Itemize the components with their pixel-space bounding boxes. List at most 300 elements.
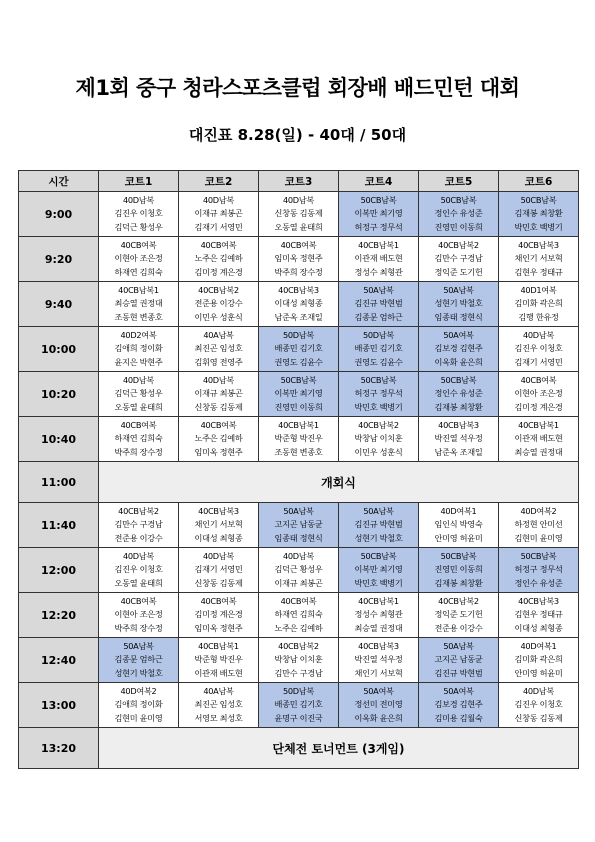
match-team: 김재기 서영민 xyxy=(194,564,243,575)
match-team: 김만수 구경남 xyxy=(434,253,483,264)
match-team: 김미정 계은경 xyxy=(514,401,563,412)
match-cell xyxy=(339,417,419,462)
match-cell xyxy=(99,548,179,593)
match-cell xyxy=(339,548,419,593)
match-category: 40CB여복 xyxy=(280,595,317,606)
match-cell xyxy=(339,503,419,548)
match-cell xyxy=(339,683,419,728)
match-cell xyxy=(339,282,419,327)
time-cell: 12:20 xyxy=(19,593,99,638)
match-team: 김진우 이청호 xyxy=(514,699,563,710)
match-category: 40D남복 xyxy=(522,329,555,340)
match-category: 40D남복 xyxy=(282,194,315,205)
match-team: 이옥화 윤은희 xyxy=(354,712,403,723)
match-cell xyxy=(419,327,499,372)
time-cell: 10:40 xyxy=(19,417,99,462)
match-cell xyxy=(179,638,259,683)
match-category: 40CB남복3 xyxy=(198,505,239,516)
match-cell xyxy=(419,417,499,462)
match-team: 이복만 최기영 xyxy=(274,388,323,399)
match-category: 40D남복 xyxy=(122,374,155,385)
match-team: 채인기 서보혁 xyxy=(514,253,563,264)
schedule-row xyxy=(19,237,579,282)
match-category: 40D남복 xyxy=(522,685,555,696)
header-time: 시간 xyxy=(19,171,99,192)
schedule-row xyxy=(19,683,579,728)
match-category: 50A남복 xyxy=(283,505,314,516)
match-category: 40A남복 xyxy=(203,329,234,340)
match-cell xyxy=(419,282,499,327)
match-team: 안미영 허윤미 xyxy=(514,667,563,678)
match-category: 40CB여복 xyxy=(520,374,557,385)
match-team: 김현미 윤미영 xyxy=(114,712,163,723)
match-team: 오동열 윤태희 xyxy=(114,401,163,412)
match-team: 임종태 정현식 xyxy=(274,532,323,543)
match-category: 50A남복 xyxy=(363,284,394,295)
match-cell xyxy=(99,593,179,638)
match-team: 김보경 김현주 xyxy=(434,699,483,710)
match-team: 고지곤 남동균 xyxy=(434,654,483,665)
match-team: 최진곤 임성호 xyxy=(194,699,243,710)
match-cell xyxy=(259,417,339,462)
match-category: 50A남복 xyxy=(443,284,474,295)
match-category: 40CB남복1 xyxy=(358,239,399,250)
match-team: 박진열 석우정 xyxy=(434,433,483,444)
match-team: 박창남 이치훈 xyxy=(274,654,323,665)
header-court-3: 코트3 xyxy=(259,171,339,192)
match-team: 서영모 최성호 xyxy=(194,712,243,723)
match-team: 최진곤 임성호 xyxy=(194,343,243,354)
match-category: 50A남복 xyxy=(443,640,474,651)
match-cell xyxy=(259,548,339,593)
match-team: 박주희 장수정 xyxy=(274,266,323,277)
match-category: 40D1여복 xyxy=(520,284,557,295)
match-category: 40CB여복 xyxy=(120,239,157,250)
match-team: 정인수 유성준 xyxy=(434,388,483,399)
match-cell xyxy=(259,683,339,728)
match-category: 40CB여복 xyxy=(120,419,157,430)
match-cell xyxy=(339,327,419,372)
match-category: 40CB남복1 xyxy=(518,419,559,430)
match-team: 전준용 이강수 xyxy=(114,532,163,543)
match-team: 김진규 박현범 xyxy=(354,298,403,309)
match-team: 신창동 김동제 xyxy=(194,401,243,412)
match-team: 이관재 배도현 xyxy=(354,253,403,264)
match-category: 50D남복 xyxy=(282,685,315,696)
match-team: 김미화 곽은희 xyxy=(514,298,563,309)
match-category: 40CB남복2 xyxy=(438,239,479,250)
match-cell xyxy=(99,372,179,417)
match-category: 40D여복2 xyxy=(120,685,157,696)
time-cell: 12:00 xyxy=(19,548,99,593)
match-category: 40CB남복1 xyxy=(278,419,319,430)
match-team: 허정구 정무석 xyxy=(354,221,403,232)
match-category: 40CB남복3 xyxy=(518,239,559,250)
match-cell xyxy=(419,638,499,683)
match-team: 박민호 백병기 xyxy=(354,401,403,412)
match-category: 40CB여복 xyxy=(120,595,157,606)
match-category: 50CB남복 xyxy=(280,374,317,385)
time-cell: 13:20 xyxy=(19,728,99,769)
match-team: 허정구 정무석 xyxy=(514,564,563,575)
match-team: 전준용 이강수 xyxy=(194,298,243,309)
match-team: 하재연 김희숙 xyxy=(274,609,323,620)
match-team: 김재봉 최창환 xyxy=(434,401,483,412)
match-team: 채인기 서보혁 xyxy=(194,519,243,530)
match-category: 40CB여복 xyxy=(200,595,237,606)
match-team: 최승열 권정대 xyxy=(354,622,403,633)
match-team: 성현기 박철호 xyxy=(434,298,483,309)
match-cell xyxy=(499,503,579,548)
match-team: 김애희 정이화 xyxy=(114,699,163,710)
match-team: 김행 한유정 xyxy=(518,311,559,322)
match-team: 조동현 변종호 xyxy=(114,311,163,322)
match-team: 성현기 박철호 xyxy=(354,532,403,543)
match-cell xyxy=(499,683,579,728)
match-team: 이대성 최형종 xyxy=(514,622,563,633)
match-team: 오동열 윤태희 xyxy=(114,577,163,588)
match-team: 윤명구 이진국 xyxy=(274,712,323,723)
match-team: 김재봉 최창환 xyxy=(514,208,563,219)
match-team: 임미옥 정현주 xyxy=(194,622,243,633)
match-team: 박민호 백병기 xyxy=(354,577,403,588)
header-court-5: 코트5 xyxy=(419,171,499,192)
match-cell xyxy=(339,237,419,282)
match-category: 40CB여복 xyxy=(200,239,237,250)
match-cell xyxy=(499,638,579,683)
match-cell xyxy=(179,548,259,593)
match-team: 채인기 서보혁 xyxy=(354,667,403,678)
match-team: 진영민 이동희 xyxy=(434,564,483,575)
match-team: 윤지은 박현주 xyxy=(114,356,163,367)
match-team: 김현우 정태규 xyxy=(514,266,563,277)
time-cell: 9:40 xyxy=(19,282,99,327)
match-team: 안미영 허윤미 xyxy=(434,532,483,543)
match-cell xyxy=(179,237,259,282)
match-team: 박주희 장수정 xyxy=(114,622,163,633)
match-category: 50CB남복 xyxy=(440,550,477,561)
schedule-row xyxy=(19,503,579,548)
match-team: 이옥화 윤은희 xyxy=(434,356,483,367)
match-team: 정성수 최형관 xyxy=(354,609,403,620)
match-team: 오동열 윤태희 xyxy=(274,221,323,232)
match-cell xyxy=(99,327,179,372)
match-cell xyxy=(99,503,179,548)
event-cell: 단체전 토너먼트 (3게임) xyxy=(99,728,579,769)
match-team: 김보경 김현주 xyxy=(434,343,483,354)
match-cell xyxy=(179,192,259,237)
match-team: 김현우 정태규 xyxy=(514,609,563,620)
match-team: 김덕근 황성우 xyxy=(114,221,163,232)
match-category: 40CB남복3 xyxy=(278,284,319,295)
event-cell: 개회식 xyxy=(99,462,579,503)
match-cell xyxy=(419,192,499,237)
match-team: 배종민 김기호 xyxy=(354,343,403,354)
page-title: 제1회 중구 청라스포츠클럽 회장배 배드민턴 대회 xyxy=(75,76,520,100)
match-cell xyxy=(99,417,179,462)
match-cell xyxy=(339,192,419,237)
match-cell xyxy=(179,593,259,638)
time-cell: 9:20 xyxy=(19,237,99,282)
match-team: 정인수 유성준 xyxy=(514,577,563,588)
match-team: 진영민 이동희 xyxy=(434,221,483,232)
match-cell xyxy=(419,593,499,638)
match-cell xyxy=(339,372,419,417)
match-cell xyxy=(499,282,579,327)
match-category: 40D남복 xyxy=(202,550,235,561)
match-team: 노주은 김예하 xyxy=(194,433,243,444)
match-category: 50D남복 xyxy=(282,329,315,340)
match-cell xyxy=(179,503,259,548)
match-team: 하정현 안미선 xyxy=(514,519,563,530)
match-team: 김진규 박현범 xyxy=(434,667,483,678)
match-team: 임미옥 정현주 xyxy=(194,446,243,457)
match-team: 이현아 조은정 xyxy=(114,609,163,620)
match-cell xyxy=(259,638,339,683)
match-team: 최승열 권정대 xyxy=(114,298,163,309)
match-team: 정선미 전미영 xyxy=(354,699,403,710)
match-team: 이민우 성훈식 xyxy=(194,311,243,322)
match-category: 40CB남복3 xyxy=(518,595,559,606)
match-team: 김재봉 최창환 xyxy=(434,577,483,588)
match-category: 40CB남복1 xyxy=(358,595,399,606)
time-cell: 11:00 xyxy=(19,462,99,503)
match-cell xyxy=(419,683,499,728)
match-cell xyxy=(339,638,419,683)
match-team: 박민호 백병기 xyxy=(514,221,563,232)
header-court-1: 코트1 xyxy=(99,171,179,192)
match-team: 김만수 구경남 xyxy=(274,667,323,678)
match-team: 이현아 조은정 xyxy=(114,253,163,264)
match-team: 이재규 최봉곤 xyxy=(194,388,243,399)
match-team: 박창남 이치훈 xyxy=(354,433,403,444)
match-cell xyxy=(179,282,259,327)
match-category: 40CB남복2 xyxy=(278,640,319,651)
match-cell xyxy=(499,593,579,638)
match-category: 50D남복 xyxy=(362,329,395,340)
match-team: 김현미 윤미영 xyxy=(514,532,563,543)
match-team: 박준형 박진우 xyxy=(274,433,323,444)
match-team: 고지곤 남동균 xyxy=(274,519,323,530)
match-cell xyxy=(259,593,339,638)
match-cell xyxy=(499,372,579,417)
match-team: 김종문 엄하근 xyxy=(354,311,403,322)
match-team: 이재규 최봉곤 xyxy=(274,577,323,588)
match-cell xyxy=(259,503,339,548)
match-cell xyxy=(499,327,579,372)
match-cell xyxy=(499,192,579,237)
match-category: 40CB여복 xyxy=(280,239,317,250)
match-category: 50CB남복 xyxy=(360,194,397,205)
schedule-row xyxy=(19,548,579,593)
match-team: 하재연 김희숙 xyxy=(114,266,163,277)
match-cell xyxy=(99,638,179,683)
match-team: 정익준 도기헌 xyxy=(434,266,483,277)
match-team: 이민우 성훈식 xyxy=(354,446,403,457)
match-team: 김진우 이청호 xyxy=(114,208,163,219)
match-team: 임종태 정현식 xyxy=(434,311,483,322)
schedule-row xyxy=(19,728,579,769)
header-row xyxy=(19,171,579,192)
match-team: 노주은 김예하 xyxy=(194,253,243,264)
match-category: 40CB남복2 xyxy=(438,595,479,606)
match-category: 40D남복 xyxy=(202,374,235,385)
match-cell xyxy=(179,683,259,728)
match-category: 40D2여복 xyxy=(120,329,157,340)
match-team: 하재연 김희숙 xyxy=(114,433,163,444)
match-category: 40CB남복2 xyxy=(198,284,239,295)
match-team: 신창동 김동제 xyxy=(274,208,323,219)
match-cell xyxy=(179,417,259,462)
match-team: 전준용 이강수 xyxy=(434,622,483,633)
header-court-2: 코트2 xyxy=(179,171,259,192)
match-team: 김종문 엄하근 xyxy=(114,654,163,665)
match-category: 50A여복 xyxy=(443,329,474,340)
match-team: 김재기 서영민 xyxy=(194,221,243,232)
match-team: 노주은 김예하 xyxy=(274,622,323,633)
match-team: 박진열 석우정 xyxy=(354,654,403,665)
match-category: 50A여복 xyxy=(443,685,474,696)
match-category: 40D남복 xyxy=(122,550,155,561)
match-category: 40CB여복 xyxy=(200,419,237,430)
match-cell xyxy=(99,683,179,728)
match-cell xyxy=(259,282,339,327)
match-category: 40CB남복3 xyxy=(358,640,399,651)
schedule-row xyxy=(19,372,579,417)
match-category: 50CB남복 xyxy=(440,194,477,205)
time-cell: 13:00 xyxy=(19,683,99,728)
match-category: 40CB남복3 xyxy=(438,419,479,430)
match-category: 40CB남복1 xyxy=(118,284,159,295)
match-category: 50A남복 xyxy=(123,640,154,651)
match-cell xyxy=(499,548,579,593)
match-team: 배종민 김기호 xyxy=(274,699,323,710)
match-team: 김휘영 전영주 xyxy=(194,356,243,367)
match-team: 최승열 권정대 xyxy=(514,446,563,457)
schedule-row xyxy=(19,192,579,237)
match-category: 40D남복 xyxy=(202,194,235,205)
match-cell xyxy=(99,237,179,282)
match-team: 성현기 박철호 xyxy=(114,667,163,678)
match-cell xyxy=(259,192,339,237)
match-team: 정인수 유성준 xyxy=(434,208,483,219)
match-category: 40D여복1 xyxy=(520,640,557,651)
schedule-table xyxy=(18,170,579,769)
header-court-4: 코트4 xyxy=(339,171,419,192)
time-cell: 10:20 xyxy=(19,372,99,417)
match-cell xyxy=(419,237,499,282)
time-cell: 11:40 xyxy=(19,503,99,548)
match-category: 50CB남복 xyxy=(360,550,397,561)
match-category: 50A여복 xyxy=(363,685,394,696)
match-team: 허정구 정무석 xyxy=(354,388,403,399)
match-category: 40CB남복2 xyxy=(358,419,399,430)
match-cell xyxy=(259,372,339,417)
match-team: 김진우 이청호 xyxy=(514,343,563,354)
time-cell: 12:40 xyxy=(19,638,99,683)
schedule-row xyxy=(19,593,579,638)
match-cell xyxy=(259,327,339,372)
match-category: 40CB남복2 xyxy=(118,505,159,516)
match-team: 김재기 서영민 xyxy=(514,356,563,367)
match-team: 김애희 정이화 xyxy=(114,343,163,354)
match-team: 임인식 박영숙 xyxy=(434,519,483,530)
match-team: 남준옥 조재일 xyxy=(274,311,323,322)
match-team: 권영도 김윤수 xyxy=(354,356,403,367)
schedule-row xyxy=(19,417,579,462)
match-category: 50CB남복 xyxy=(360,374,397,385)
schedule-row xyxy=(19,282,579,327)
match-team: 조동현 변종호 xyxy=(274,446,323,457)
match-team: 이현아 조은정 xyxy=(514,388,563,399)
match-team: 박주희 장수정 xyxy=(114,446,163,457)
match-cell xyxy=(419,503,499,548)
match-team: 이대성 최형종 xyxy=(274,298,323,309)
match-category: 40D여복2 xyxy=(520,505,557,516)
match-category: 50CB남복 xyxy=(440,374,477,385)
schedule-row xyxy=(19,462,579,503)
page-subtitle: 대진표 8.28(일) - 40대 / 50대 xyxy=(188,126,407,144)
match-category: 50A남복 xyxy=(363,505,394,516)
match-team: 이관재 배도현 xyxy=(514,433,563,444)
schedule-row xyxy=(19,638,579,683)
match-team: 김미정 계은경 xyxy=(194,609,243,620)
time-cell: 10:00 xyxy=(19,327,99,372)
match-team: 김진규 박현범 xyxy=(354,519,403,530)
match-cell xyxy=(499,417,579,462)
match-category: 40CB남복1 xyxy=(198,640,239,651)
match-team: 김미용 김월숙 xyxy=(434,712,483,723)
match-team: 권영도 김윤수 xyxy=(274,356,323,367)
match-team: 이대성 최형종 xyxy=(194,532,243,543)
match-category: 40D남복 xyxy=(122,194,155,205)
match-cell xyxy=(499,237,579,282)
match-team: 이관재 배도현 xyxy=(194,667,243,678)
match-cell xyxy=(419,372,499,417)
match-cell xyxy=(419,548,499,593)
header-court-6: 코트6 xyxy=(499,171,579,192)
match-team: 신창동 김동제 xyxy=(194,577,243,588)
match-team: 이재규 최봉곤 xyxy=(194,208,243,219)
match-category: 40D남복 xyxy=(282,550,315,561)
match-team: 남준옥 조재일 xyxy=(434,446,483,457)
schedule-row xyxy=(19,327,579,372)
match-team: 정익준 도기헌 xyxy=(434,609,483,620)
match-category: 50CB남복 xyxy=(520,194,557,205)
match-team: 이복만 최기영 xyxy=(354,208,403,219)
match-team: 김만수 구경남 xyxy=(114,519,163,530)
match-category: 50CB남복 xyxy=(520,550,557,561)
match-team: 박준형 박진우 xyxy=(194,654,243,665)
time-cell: 9:00 xyxy=(19,192,99,237)
match-team: 정성수 최형관 xyxy=(354,266,403,277)
match-team: 김덕근 황성우 xyxy=(274,564,323,575)
match-team: 김미정 계은경 xyxy=(194,266,243,277)
match-cell xyxy=(179,327,259,372)
match-team: 배종민 김기호 xyxy=(274,343,323,354)
match-team: 김미화 곽은희 xyxy=(514,654,563,665)
match-cell xyxy=(339,593,419,638)
match-team: 이복만 최기영 xyxy=(354,564,403,575)
match-team: 임미옥 정현주 xyxy=(274,253,323,264)
match-cell xyxy=(259,237,339,282)
match-team: 진영민 이동희 xyxy=(274,401,323,412)
match-team: 김덕근 황성우 xyxy=(114,388,163,399)
match-team: 김진우 이청호 xyxy=(114,564,163,575)
match-cell xyxy=(99,282,179,327)
match-category: 40D여복1 xyxy=(440,505,477,516)
match-cell xyxy=(179,372,259,417)
